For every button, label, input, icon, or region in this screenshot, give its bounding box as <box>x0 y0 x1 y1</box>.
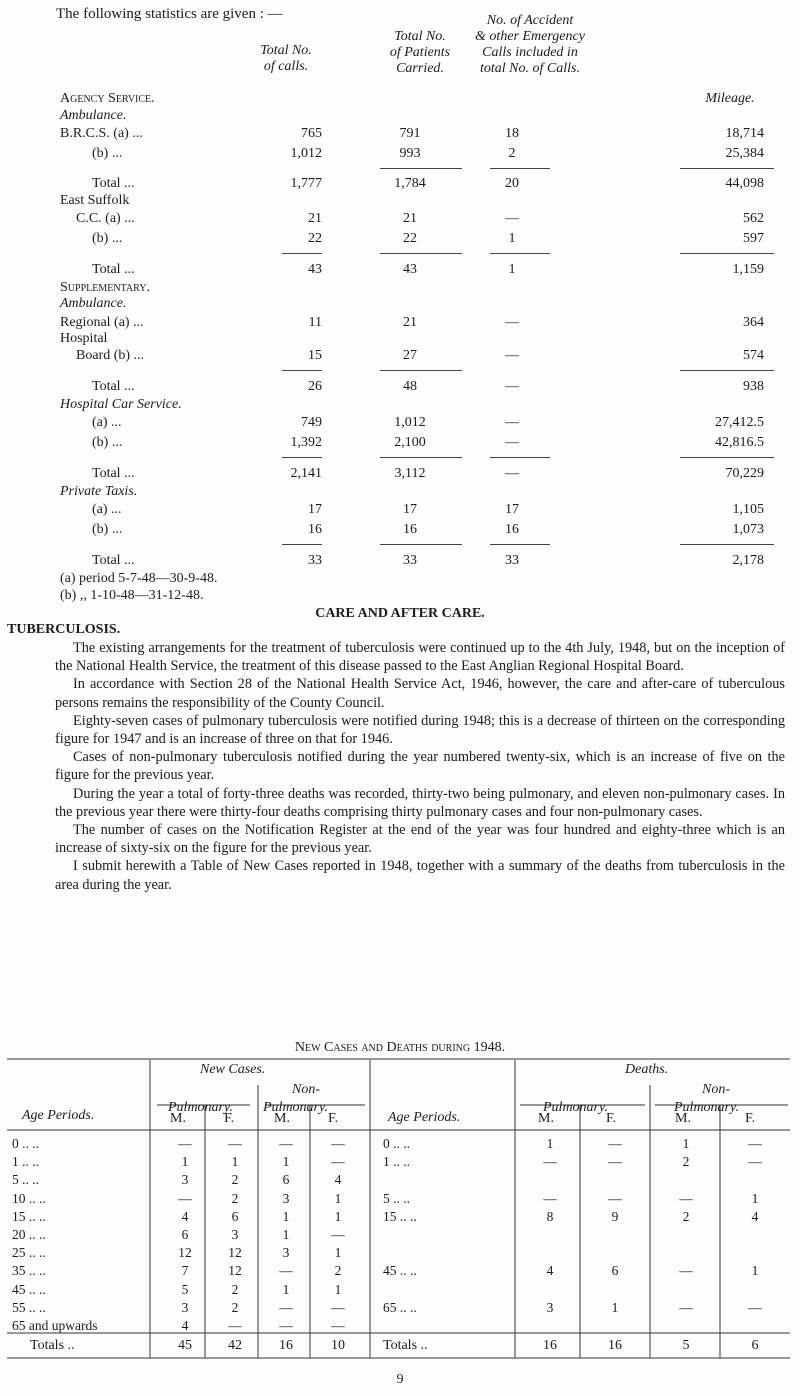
count-cell: — <box>178 1190 192 1206</box>
count-cell: — <box>543 1154 557 1170</box>
count-cell: 6 <box>231 1208 239 1224</box>
pulmonary-header: Pulmonary. <box>543 1100 608 1115</box>
count-cell: 3 <box>282 1245 290 1261</box>
intro-text: The following statistics are given : — <box>56 6 283 22</box>
count-cell: 2 <box>231 1190 239 1206</box>
count-cell: 1 <box>282 1154 290 1170</box>
count-cell: 1 <box>334 1208 342 1224</box>
age-period-cell: 1 .. .. <box>12 1154 39 1170</box>
count-cell: — <box>679 1299 693 1315</box>
count-cell: 3 <box>181 1299 189 1315</box>
count-cell: 4 <box>751 1208 759 1224</box>
count-cell: 2 <box>334 1263 342 1279</box>
count-cell: 2 <box>682 1154 690 1170</box>
non-pulmonary-header: Pulmonary. <box>674 1100 739 1115</box>
male-header: M. <box>675 1111 691 1126</box>
service-total-row: Total ... 33 33 33 2,178 <box>92 553 764 568</box>
count-cell: — <box>679 1263 693 1279</box>
section-heading: East Suffolk <box>60 193 130 208</box>
non-header: Non- <box>702 1082 730 1097</box>
service-row: Hospital <box>60 331 108 346</box>
count-cell: 12 <box>228 1263 242 1279</box>
count-cell: 2 <box>231 1281 239 1297</box>
rule <box>680 253 774 254</box>
rule <box>680 370 774 371</box>
mileage-header: Mileage. <box>705 91 755 106</box>
service-row: (a) ... 17 17 17 1,105 <box>92 502 764 517</box>
count-cell: — <box>543 1190 557 1206</box>
count-cell: — <box>608 1190 622 1206</box>
rule <box>680 168 774 169</box>
paragraph: Cases of non-pulmonary tuberculosis notified during the year numbered twenty-six, which is an increase of five on the figure for the previous year. <box>55 749 785 784</box>
paragraph: In accordance with Section 28 of the National Health Service Act, 1946, however, the care and after-care of tuberculous persons remains the responsibility of the County Council. <box>55 676 785 711</box>
count-cell: 2 <box>231 1299 239 1315</box>
service-total-row: Total ... 26 48 — 938 <box>92 379 764 394</box>
section-heading: Supplementary. <box>60 280 150 295</box>
total-cell: 42 <box>228 1338 242 1353</box>
count-cell: — <box>279 1318 293 1333</box>
count-cell: 9 <box>611 1208 619 1224</box>
rule <box>490 168 550 169</box>
deaths-header: Deaths. <box>625 1062 669 1077</box>
count-cell: 1 <box>334 1245 342 1261</box>
rule <box>380 370 462 371</box>
service-total-row: Total ... 2,141 3,112 — 70,229 <box>92 466 764 481</box>
count-cell: — <box>608 1136 622 1151</box>
age-period-cell: 15 .. .. <box>383 1208 417 1224</box>
total-cell: 10 <box>331 1338 345 1353</box>
section-heading: Ambulance. <box>60 108 127 123</box>
service-row: (b) ... 1,392 2,100 — 42,816.5 <box>92 435 764 450</box>
agency-service-header: Agency Service. <box>60 91 155 106</box>
count-cell: 4 <box>181 1318 189 1333</box>
age-period-cell: 1 .. .. <box>383 1154 410 1170</box>
age-period-cell: 0 .. .. <box>383 1136 410 1151</box>
age-period-cell: 20 .. .. <box>12 1227 46 1242</box>
count-cell: — <box>608 1154 622 1170</box>
total-cell: 6 <box>751 1338 759 1353</box>
rule <box>490 544 550 545</box>
male-header: M. <box>538 1111 554 1126</box>
service-total-row: Total ... 1,777 1,784 20 44,098 <box>92 176 764 191</box>
rule <box>380 168 462 169</box>
total-cell: 45 <box>178 1338 192 1353</box>
count-cell: 1 <box>282 1208 290 1224</box>
count-cell: 2 <box>682 1208 690 1224</box>
age-period-cell: 45 .. .. <box>383 1263 417 1279</box>
service-row: Board (b) ... 15 27 — 574 <box>76 348 764 363</box>
count-cell: 7 <box>181 1263 189 1279</box>
non-pulmonary-header: Pulmonary. <box>263 1100 328 1115</box>
count-cell: 1 <box>611 1299 619 1315</box>
total-cell: 16 <box>608 1338 622 1353</box>
age-periods-header: Age Periods. <box>388 1110 461 1125</box>
count-cell: — <box>279 1136 293 1151</box>
age-periods-header: Age Periods. <box>22 1108 95 1123</box>
count-cell: 6 <box>181 1227 189 1242</box>
service-row: (b) ... 1,012 993 2 25,384 <box>92 146 764 161</box>
total-cell: 16 <box>279 1338 293 1353</box>
service-total-row: Total ... 43 43 1 1,159 <box>92 262 764 277</box>
table-title: New Cases and Deaths during 1948. <box>294 1040 506 1055</box>
female-header: F. <box>745 1111 756 1126</box>
total-cell: 5 <box>682 1338 690 1353</box>
age-period-cell: 10 .. .. <box>12 1190 46 1206</box>
count-cell: 1 <box>181 1154 189 1170</box>
age-period-cell: 15 .. .. <box>12 1208 46 1224</box>
count-cell: 1 <box>334 1190 342 1206</box>
rule <box>282 253 322 254</box>
female-header: F. <box>224 1111 235 1126</box>
count-cell: 12 <box>178 1245 192 1261</box>
count-cell: — <box>279 1299 293 1315</box>
rule <box>490 253 550 254</box>
tb-heading: TUBERCULOSIS. <box>7 622 121 637</box>
count-cell: — <box>331 1299 345 1315</box>
service-row: B.R.C.S. (a) ... 765 791 18 18,714 <box>60 126 764 141</box>
male-header: M. <box>274 1111 290 1126</box>
totals-label: Totals .. <box>30 1338 75 1353</box>
non-header: Non- <box>292 1082 320 1097</box>
service-row: C.C. (a) ... 21 21 — 562 <box>76 211 764 226</box>
age-period-cell: 55 .. .. <box>12 1299 46 1315</box>
age-period-cell: 45 .. .. <box>12 1281 46 1297</box>
service-row: (a) ... 749 1,012 — 27,412.5 <box>92 415 764 430</box>
male-header: M. <box>170 1111 186 1126</box>
count-cell: — <box>228 1136 242 1151</box>
rule <box>490 457 550 458</box>
page-number: 9 <box>396 1372 404 1387</box>
totals-label: Totals .. <box>383 1338 428 1353</box>
service-row: (b) ... 22 22 1 597 <box>92 231 764 246</box>
count-cell: 12 <box>228 1245 242 1261</box>
count-cell: 1 <box>751 1263 759 1279</box>
age-period-cell: 35 .. .. <box>12 1263 46 1279</box>
count-cell: — <box>748 1136 762 1151</box>
paragraph: The number of cases on the Notification Register at the end of the year was four hundred and eighty-three which is an increase of sixty-six on the figure for the previous year. <box>55 822 785 857</box>
rule <box>680 457 774 458</box>
paragraph: Eighty-seven cases of pulmonary tuberculosis were notified during 1948; this is a decrease of thirteen on the corresponding figure for 1947 and is an increase of three on that for 1946. <box>55 712 785 748</box>
count-cell: 4 <box>546 1263 554 1279</box>
new-cases-header: New Cases. <box>200 1062 266 1077</box>
paragraph: During the year a total of forty-three deaths was recorded, thirty-two being pulmonary, and eleven non-pulmonary cases. In the previous year there were thirty-four deaths comprising thirty pulmonary cases and four non-pulmonary cases. <box>55 785 785 820</box>
count-cell: 3 <box>181 1172 189 1188</box>
paragraph: I submit herewith a Table of New Cases reported in 1948, together with a summary of the deaths from tuberculosis in the area during the year. <box>55 858 785 893</box>
female-header: F. <box>328 1111 339 1126</box>
age-period-cell: 5 .. .. <box>12 1172 39 1188</box>
rule <box>680 544 774 545</box>
section-subheading: Ambulance. <box>60 296 127 311</box>
count-cell: 1 <box>682 1136 690 1151</box>
total-cell: 16 <box>543 1338 557 1353</box>
pulmonary-header: Pulmonary. <box>168 1100 233 1115</box>
count-cell: — <box>331 1227 345 1242</box>
age-period-cell: 0 .. .. <box>12 1136 39 1151</box>
count-cell: 8 <box>546 1208 554 1224</box>
period-note-a: (a) period 5-7-48—30-9-48. <box>60 571 218 586</box>
count-cell: — <box>331 1154 345 1170</box>
count-cell: 3 <box>231 1227 239 1242</box>
count-cell: 1 <box>334 1281 342 1297</box>
female-header: F. <box>606 1111 617 1126</box>
age-period-cell: 5 .. .. <box>383 1190 410 1206</box>
count-cell: 6 <box>282 1172 290 1188</box>
count-cell: 3 <box>282 1190 290 1206</box>
count-cell: 4 <box>181 1208 189 1224</box>
patients-header: Total No. of Patients Carried. <box>389 29 451 76</box>
service-row: (b) ... 16 16 16 1,073 <box>92 522 764 537</box>
count-cell: — <box>331 1318 345 1333</box>
count-cell: 5 <box>181 1281 189 1297</box>
age-period-cell: 25 .. .. <box>12 1245 46 1261</box>
rule <box>380 457 462 458</box>
count-cell: 1 <box>546 1136 554 1151</box>
count-cell: 4 <box>334 1172 342 1188</box>
paragraph: The existing arrangements for the treatment of tuberculosis were continued up to the 4th July, 1948, but on the inception of the National Health Service, the treatment of this disease passed to the East Anglian Regional Hospital Board. <box>55 640 785 675</box>
section-heading: Hospital Car Service. <box>60 397 182 412</box>
tuberculosis-text <box>55 639 785 894</box>
period-note-b: (b) ,, 1-10-48—31-12-48. <box>60 588 204 603</box>
count-cell: 6 <box>611 1263 619 1279</box>
rule <box>282 544 322 545</box>
count-cell: — <box>279 1263 293 1279</box>
count-cell: 1 <box>282 1227 290 1242</box>
count-cell: 1 <box>282 1281 290 1297</box>
age-period-cell: 65 and upwards <box>12 1318 98 1333</box>
count-cell: — <box>679 1190 693 1206</box>
age-period-cell: 65 .. .. <box>383 1299 417 1315</box>
rule <box>380 253 462 254</box>
count-cell: 2 <box>231 1172 239 1188</box>
section-heading: Private Taxis. <box>60 484 138 499</box>
rule <box>282 370 322 371</box>
rule <box>380 544 462 545</box>
count-cell: — <box>228 1318 242 1333</box>
count-cell: — <box>748 1154 762 1170</box>
rule <box>282 457 322 458</box>
count-cell: — <box>748 1299 762 1315</box>
count-cell: 1 <box>751 1190 759 1206</box>
accidents-header: No. of Accident & other Emergency Calls included in total No. of Calls. <box>475 13 585 76</box>
service-row: Regional (a) ... 11 21 — 364 <box>60 315 764 330</box>
count-cell: 3 <box>546 1299 554 1315</box>
count-cell: — <box>331 1136 345 1151</box>
care-heading: CARE AND AFTER CARE. <box>315 606 485 621</box>
count-cell: — <box>178 1136 192 1151</box>
count-cell: 1 <box>231 1154 239 1170</box>
calls-header: Total No. of calls. <box>260 43 312 74</box>
